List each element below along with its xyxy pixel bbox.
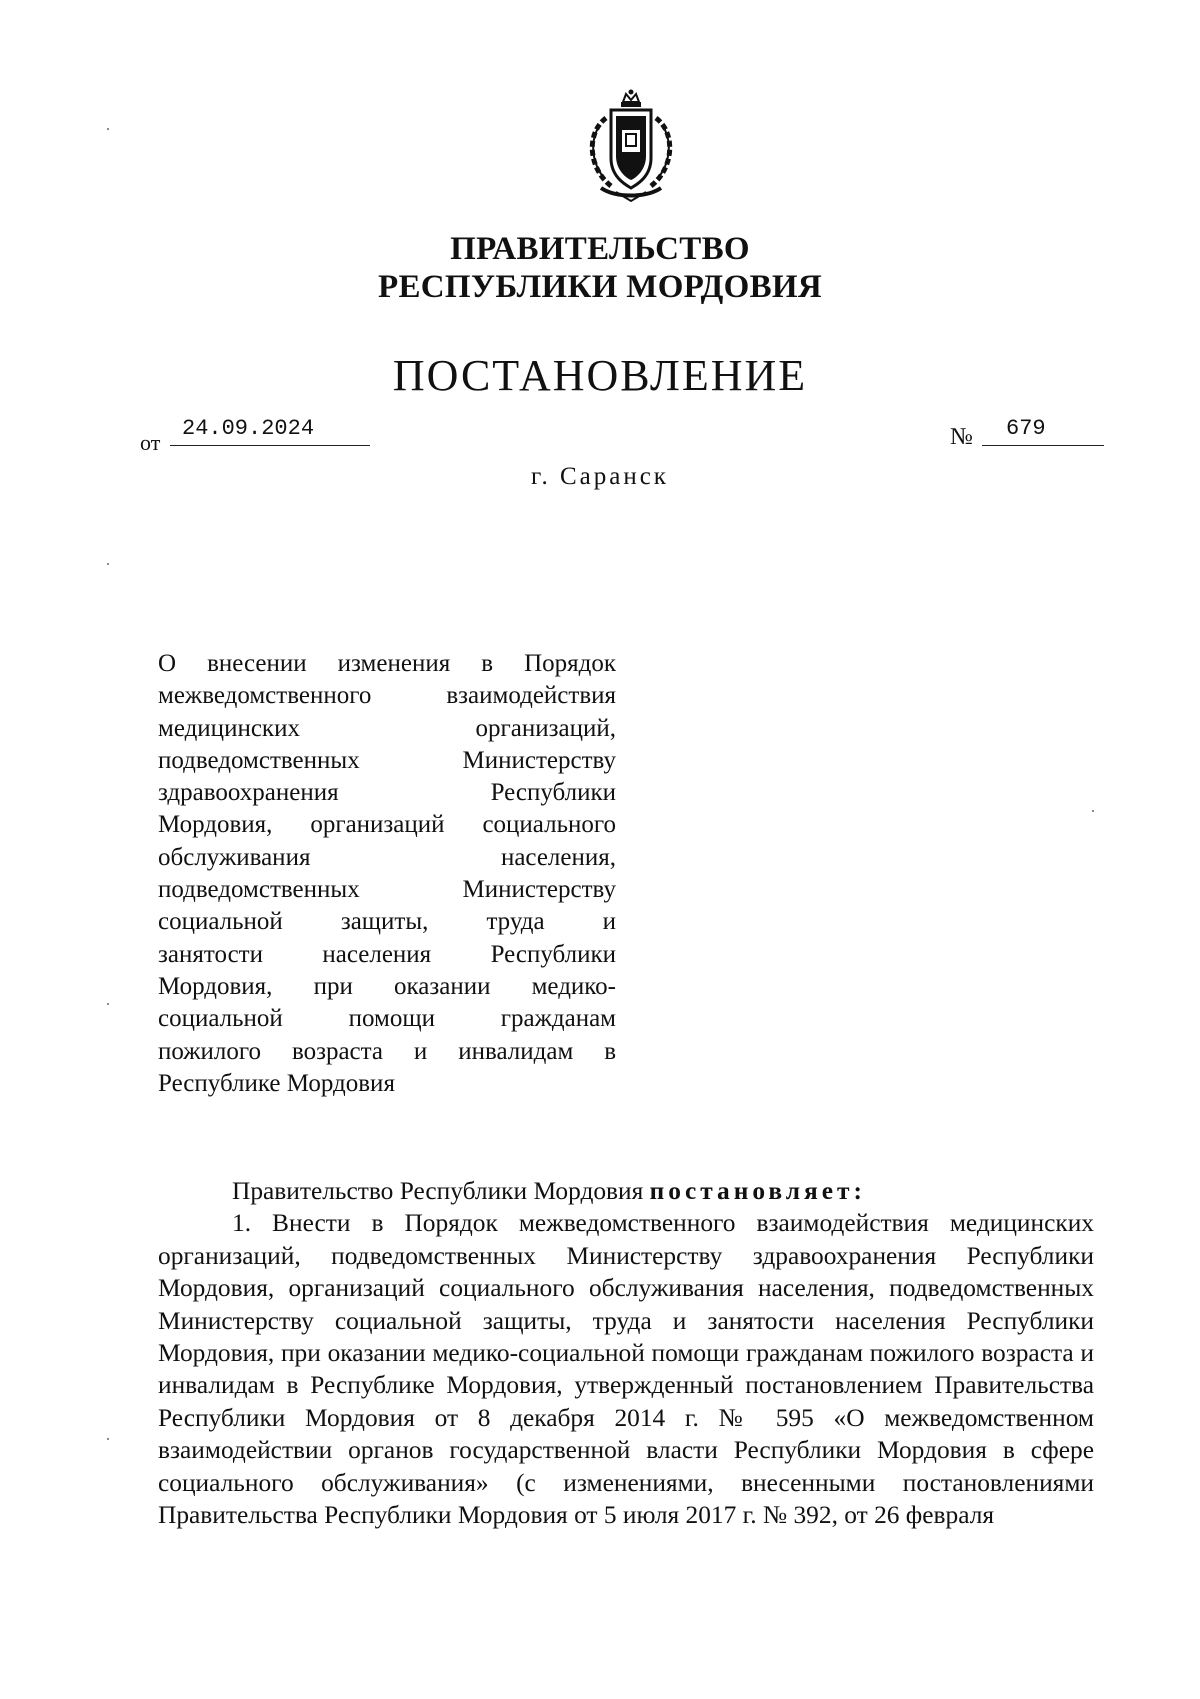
date-from-label: от <box>140 430 161 455</box>
scan-speck <box>107 1438 109 1440</box>
subject-line: медицинских организаций, <box>158 714 616 742</box>
subject-line: здравоохранения Республики <box>158 779 616 807</box>
scan-speck <box>1092 810 1094 812</box>
subject-line: занятости населения Республики <box>158 940 616 968</box>
subject-line: подведомственных Министерству <box>158 876 616 904</box>
number-label: № <box>950 424 973 450</box>
subject-line: Республике Мордовия <box>158 1069 395 1097</box>
document-subject <box>158 648 616 1100</box>
document-body <box>158 1175 1094 1531</box>
organization-name-line1: ПРАВИТЕЛЬСТВО <box>450 231 750 267</box>
document-date: 24.09.2024 <box>170 416 370 446</box>
subject-line: обслуживания населения, <box>158 843 616 871</box>
item-1-paragraph: 1. Внести в Порядок межведомственного взаимодействия медицинских организаций, подведомственных Министерству здравоохранения Республики Мордовия, организаций социального обслуживания населения, подведомственных Министерству социальной защиты, труда и занятости населения Республики Мордовия, при оказании медико-социальной помощи гражданам пожилого возраста и инвалидам в Республике Мордовия, утвержденный постановлением Правительства Республики Мордовия от 8 декабря 2014 г. № 595 «О межведомственном взаимодействии органов государственной власти Республики Мордовия в сфере социального обслуживания» (с изменениями, внесенными постановлениями Правительства Республики Мордовия от 5 июля 2017 г. № 392, от 26 февраля <box>158 1209 1094 1530</box>
document-type-title: ПОСТАНОВЛЕНИЕ <box>392 351 808 400</box>
subject-line: О внесении изменения в Порядок <box>158 650 616 677</box>
document-number: 679 <box>982 416 1104 446</box>
subject-line: социальной помощи гражданам <box>158 1005 616 1033</box>
subject-line: подведомственных Министерству <box>158 746 616 774</box>
subject-line: Мордовия, при оказании медико- <box>158 972 616 1000</box>
preamble-text: Правительство Республики Мордовия <box>232 1177 650 1205</box>
city-name: г. Саранск <box>531 463 669 490</box>
scan-speck <box>107 128 109 130</box>
organization-name-line2: РЕСПУБЛИКИ МОРДОВИЯ <box>377 269 822 305</box>
subject-line: Мордовия, организаций социального <box>158 811 616 839</box>
preamble-paragraph <box>158 1175 1094 1207</box>
coat-of-arms-emblem <box>576 88 686 203</box>
subject-line: пожилого возраста и инвалидам в <box>158 1037 616 1065</box>
subject-line: социальной защиты, труда и <box>158 908 616 936</box>
subject-line: межведомственного взаимодействия <box>158 682 616 710</box>
scan-speck <box>107 563 109 565</box>
resolves-word: постановляет: <box>649 1177 866 1205</box>
scan-speck <box>107 1003 109 1005</box>
